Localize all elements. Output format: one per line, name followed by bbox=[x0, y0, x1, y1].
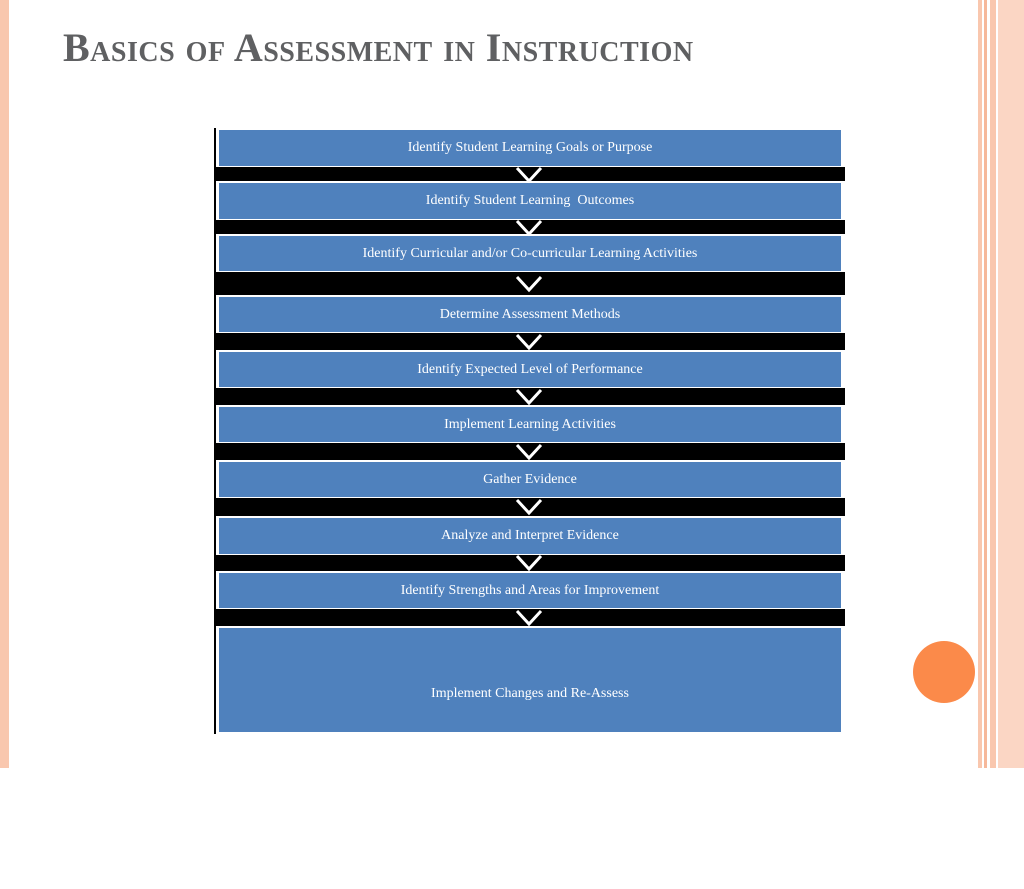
flow-step: Implement Learning Activities bbox=[218, 406, 842, 443]
down-arrow-icon bbox=[514, 553, 544, 573]
down-arrow-icon bbox=[514, 274, 544, 294]
flow-step: Identify Curricular and/or Co-curricular Learning Activities bbox=[218, 235, 842, 272]
right-stripe bbox=[978, 0, 982, 768]
flow-step-final bbox=[218, 627, 842, 839]
flowchart-left-line bbox=[214, 128, 216, 734]
flow-step: Identify Student Learning Goals or Purpose bbox=[218, 129, 842, 167]
flow-step: Identify Student Learning Outcomes bbox=[218, 182, 842, 220]
final-step-line: Implement Changes and Re-Assess bbox=[431, 686, 629, 701]
flow-step: Determine Assessment Methods bbox=[218, 296, 842, 333]
flow-step: Analyze and Interpret Evidence bbox=[218, 517, 842, 555]
right-stripe bbox=[984, 0, 987, 768]
flow-step: Identify Expected Level of Performance bbox=[218, 351, 842, 388]
down-arrow-icon bbox=[514, 332, 544, 352]
down-arrow-icon bbox=[514, 497, 544, 517]
down-arrow-icon bbox=[514, 442, 544, 462]
right-stripe bbox=[998, 0, 1024, 768]
right-stripe bbox=[990, 0, 996, 768]
final-step-line: Identify Next Student Learning Outcome bbox=[414, 824, 646, 839]
slide-title: Basics of Assessment in Instruction bbox=[63, 25, 694, 70]
final-step-line: or bbox=[524, 755, 536, 770]
down-arrow-icon bbox=[514, 165, 544, 185]
flow-step: Gather Evidence bbox=[218, 461, 842, 498]
left-border-stripe bbox=[0, 0, 9, 768]
down-arrow-icon bbox=[514, 218, 544, 238]
down-arrow-icon bbox=[514, 387, 544, 407]
down-arrow-icon bbox=[514, 608, 544, 628]
decorative-circle bbox=[913, 641, 975, 703]
flow-step: Identify Strengths and Areas for Improvement bbox=[218, 572, 842, 609]
